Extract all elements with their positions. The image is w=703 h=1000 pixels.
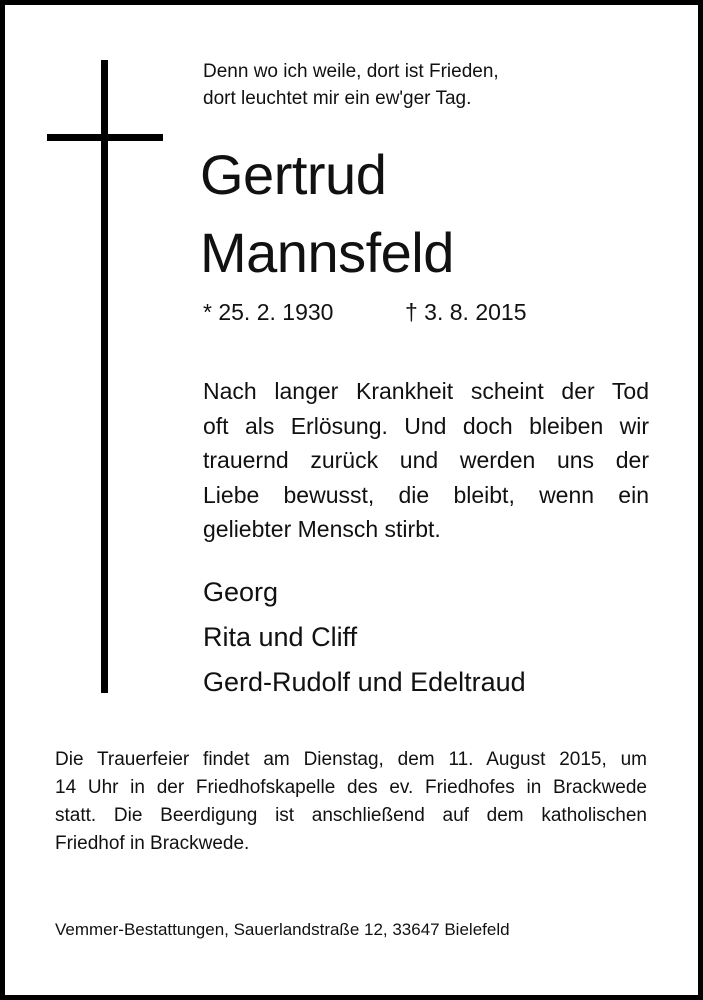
motto-line-2: dort leuchtet mir ein ew'ger Tag. — [203, 88, 472, 109]
mourner-name: Gerd-Rudolf und Edeltraud — [203, 667, 526, 697]
ceremony-line: 14 Uhr in der Friedhofskapelle des ev. Friedhofes in Brackwede — [55, 777, 647, 798]
poem-line: Nach langer Krankheit scheint der Tod — [203, 378, 649, 404]
deceased-first-name: Gertrud — [200, 143, 387, 206]
deceased-last-name: Mannsfeld — [200, 221, 454, 284]
poem-line: trauernd zurück und werden uns der — [203, 447, 649, 473]
ceremony-line: Friedhof in Brackwede. — [55, 833, 250, 854]
ceremony-line: Die Trauerfeier findet am Dienstag, dem 11. August 2015, um — [55, 749, 647, 770]
funeral-ceremony-info — [55, 746, 647, 858]
motto-line-1: Denn wo ich weile, dort ist Frieden, — [203, 61, 499, 82]
mourner-name: Rita und Cliff — [203, 622, 358, 652]
motto-verse — [203, 58, 499, 112]
mourners-list — [203, 570, 526, 705]
poem-line: geliebter Mensch stirbt. — [203, 516, 441, 542]
birth-date: * 25. 2. 1930 — [203, 299, 334, 325]
undertaker-address: Vemmer-Bestattungen, Sauerlandstraße 12, 33647 Bielefeld — [55, 920, 510, 939]
poem-line: oft als Erlösung. Und doch bleiben wir — [203, 412, 649, 439]
cross-horizontal-bar — [47, 134, 163, 141]
mourner-name: Georg — [203, 577, 279, 607]
death-date: † 3. 8. 2015 — [405, 299, 527, 325]
poem-line: Liebe bewusst, die bleibt, wenn ein — [203, 481, 649, 508]
ceremony-line: statt. Die Beerdigung ist anschließend auf dem katholischen — [55, 805, 647, 826]
cross-vertical-bar — [101, 60, 108, 693]
poem-text — [203, 374, 649, 547]
